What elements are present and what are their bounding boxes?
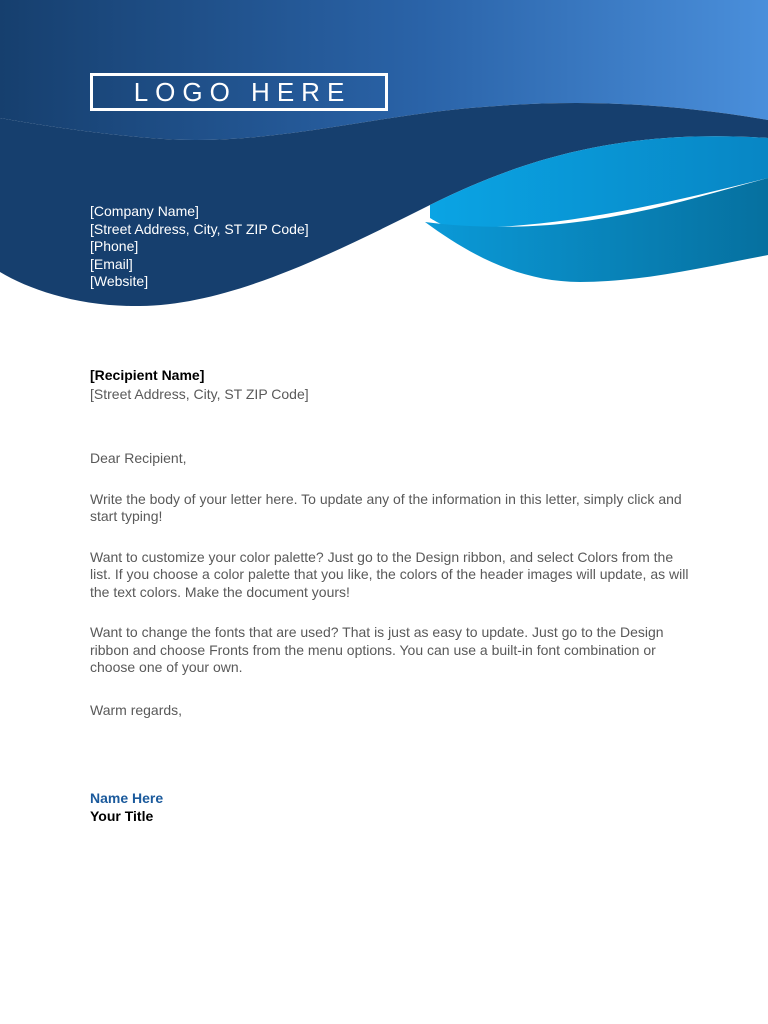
salutation[interactable]: Dear Recipient, — [90, 450, 187, 466]
recipient-block — [90, 366, 309, 404]
letter-body — [90, 450, 690, 719]
recipient-name[interactable]: [Recipient Name] — [90, 367, 205, 383]
sender-address[interactable]: [Street Address, City, ST ZIP Code] — [90, 220, 309, 237]
closing[interactable]: Warm regards, — [90, 701, 183, 718]
body-paragraph[interactable]: Want to change the fonts that are used? That is just as easy to update. Just go to the Design ribbon and choose Fronts from the menu options. You can use a built-in font combination or choose one of your own. — [90, 624, 664, 675]
signature-title[interactable]: Your Title — [90, 808, 154, 824]
sender-info — [90, 203, 309, 291]
recipient-address[interactable]: [Street Address, City, ST ZIP Code] — [90, 386, 309, 402]
body-paragraph[interactable]: Want to customize your color palette? Just go to the Design ribbon, and select Colors from the list. If you choose a color palette that you like, the colors of the header images will update, as will the text colors. Make the document yours! — [90, 548, 689, 600]
sender-email[interactable]: [Email] — [90, 255, 133, 272]
body-paragraph[interactable]: Write the body of your letter here. To update any of the information in this letter, simply click and start typing! — [90, 490, 682, 524]
sender-phone[interactable]: [Phone] — [90, 238, 139, 254]
signature-block — [90, 789, 163, 825]
sender-company[interactable]: [Company Name] — [90, 203, 199, 219]
sender-website[interactable]: [Website] — [90, 273, 149, 289]
logo-placeholder — [90, 73, 388, 111]
signature-name[interactable]: Name Here — [90, 790, 164, 806]
logo-text: LOGO HERE — [133, 76, 352, 107]
